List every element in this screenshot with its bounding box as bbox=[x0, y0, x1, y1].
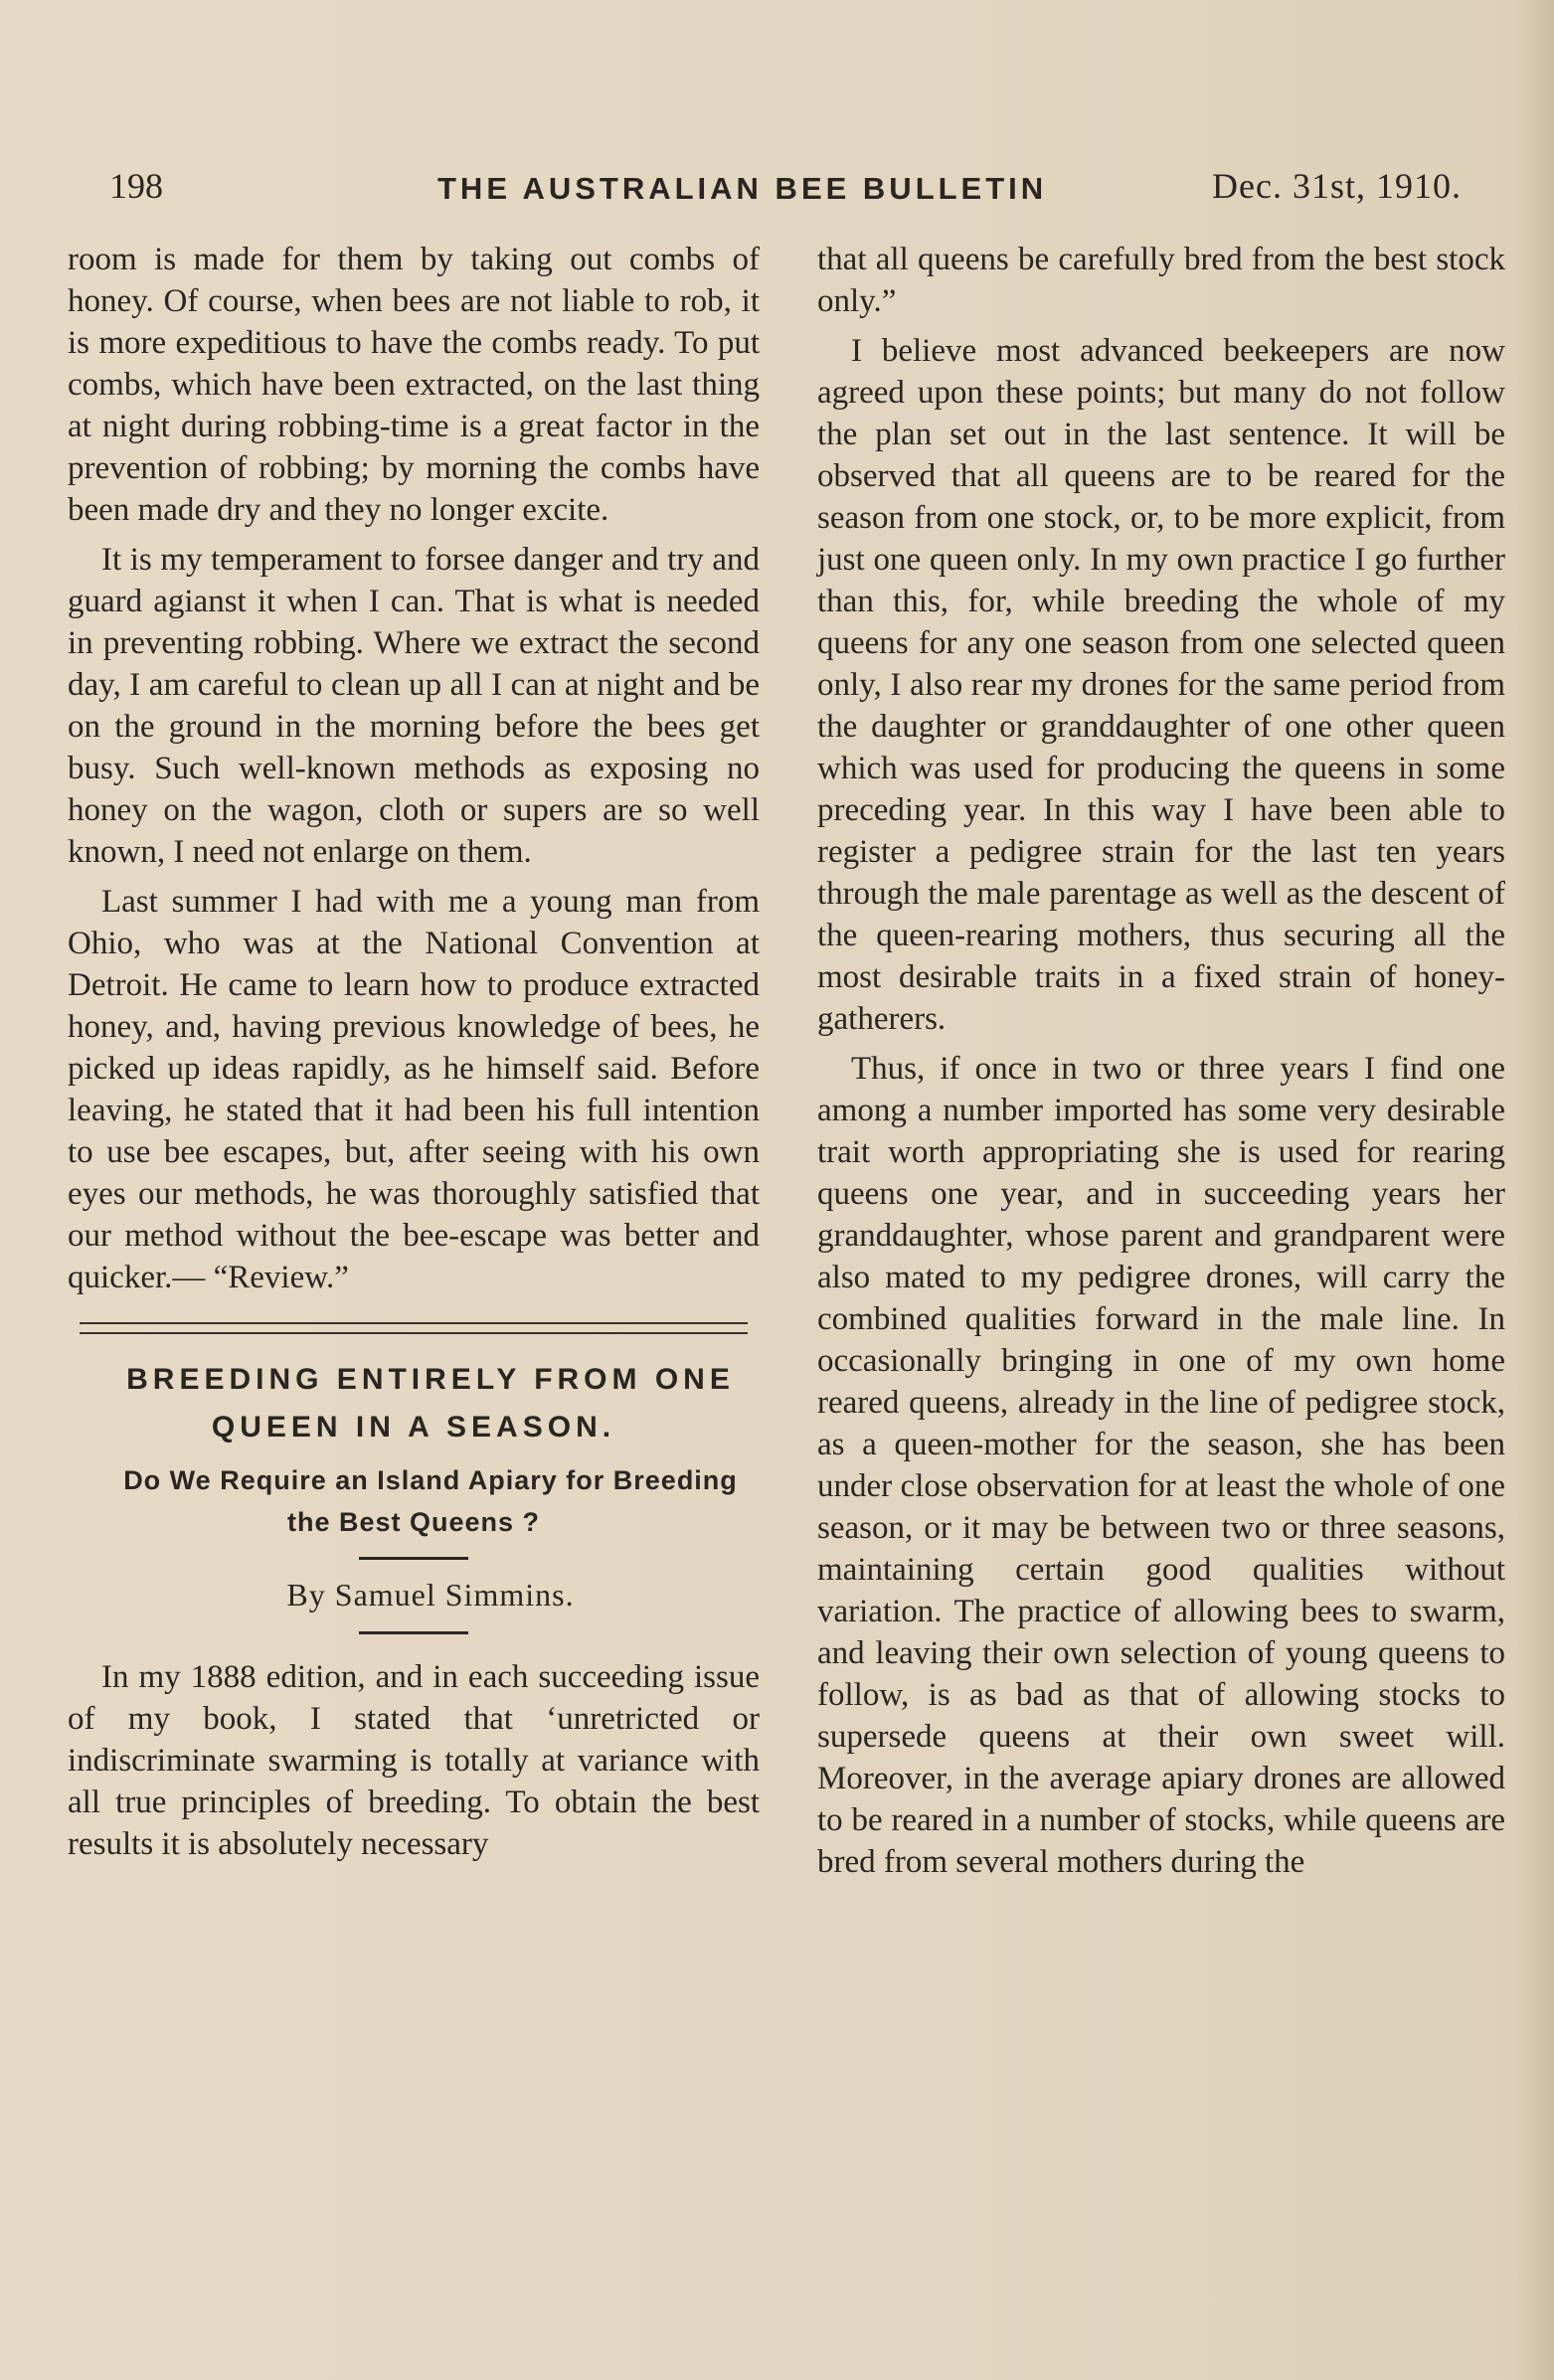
paragraph: that all queens be carefully bred from the best stock only.” bbox=[817, 242, 1505, 319]
article-subheading: Do We Require an Island Apiary for Breeding the Best Queens ? bbox=[123, 1465, 738, 1537]
journal-title: THE AUSTRALIAN BEE BULLETIN bbox=[437, 171, 1048, 206]
article-header bbox=[68, 1356, 760, 1634]
issue-date: Dec. 31st, 1910. bbox=[1212, 166, 1462, 206]
left-column bbox=[68, 239, 760, 1865]
running-header bbox=[109, 165, 1462, 215]
byline: By Samuel Simmins. bbox=[286, 1577, 575, 1613]
paragraph: In my 1888 edition, and in each succeeding issue of my book, I stated that ‘unretricted or indiscriminate swarming is totally at variance with all true principles of breeding. To obtain the best results it is absolutely necessary bbox=[68, 1659, 760, 1862]
short-rule bbox=[359, 1557, 468, 1560]
paragraph: room is made for them by taking out combs of honey. Of course, when bees are not liable to rob, it is more expeditious to have the combs ready. To put combs, which have been extracted, on the last thing at night during robbing-time is a great factor in the prevention of robbing; by morning the combs have been made dry and they no longer excite. bbox=[68, 242, 760, 528]
paragraph: I believe most advanced beekeepers are now agreed upon these points; but many do not follow the plan set out in the last sentence. It will be observed that all queens are to be reared for the season from one stock, or, to be more explicit, from just one queen only. In my own practice I go further than this, for, while breeding the whole of my queens for any one season from one selected queen only, I also rear my drones for the same period from the daughter or granddaughter of one other queen which was used for producing the queens in some preceding year. In this way I have been able to register a pedigree strain for the last ten years through the male parentage as well as the descent of the queen-rearing mothers, thus securing all the most desirable traits in a fixed strain of honey-gatherers. bbox=[817, 333, 1505, 1037]
paragraph: It is my temperament to forsee danger and try and guard agianst it when I can. That is what is needed in preventing robbing. Where we extract the second day, I am careful to clean up all I can at night and be on the ground in the morning before the bees get busy. Such well-known methods as exposing no honey on the wagon, cloth or supers are so well known, I need not enlarge on them. bbox=[68, 542, 760, 870]
page-edge bbox=[1514, 0, 1554, 2380]
paragraph: Last summer I had with me a young man from Ohio, who was at the National Convention at Detroit. He came to learn how to produce extracted honey, and, having previous knowledge of bees, he picked up ideas rapidly, as he himself said. Before leaving, he stated that it had been his full intention to use bee escapes, but, after seeing with his own eyes our methods, he was thoroughly satisfied that our method without the bee-escape was better and quicker.— “Review.” bbox=[68, 884, 760, 1295]
paragraph: Thus, if once in two or three years I find one among a number imported has some very desirable trait worth appropriating she is used for rearing queens one year, and in succeeding years her granddaughter, whose parent and grandparent were also mated to my pedigree drones, will carry the combined qualities forward in the male line. In occasionally bringing in one of my own home reared queens, already in the line of pedigree stock, as a queen-mother for the season, she has been under close observation for at least the whole of one season, or it may be between two or three seasons, maintaining certain good qualities without variation. The practice of allowing bees to swarm, and leaving their own selection of young queens to follow, is as bad as that of allowing stocks to supersede queens at their own sweet will. Moreover, in the average apiary drones are allowed to be reared in a number of stocks, while queens are bred from several mothers during the bbox=[817, 1051, 1505, 1880]
page-number: 198 bbox=[109, 166, 163, 206]
short-rule bbox=[359, 1631, 468, 1634]
section-divider bbox=[80, 1322, 748, 1334]
article-heading: BREEDING ENTIRELY FROM ONE QUEEN IN A SEASON. bbox=[126, 1363, 735, 1444]
right-column bbox=[817, 239, 1505, 1883]
